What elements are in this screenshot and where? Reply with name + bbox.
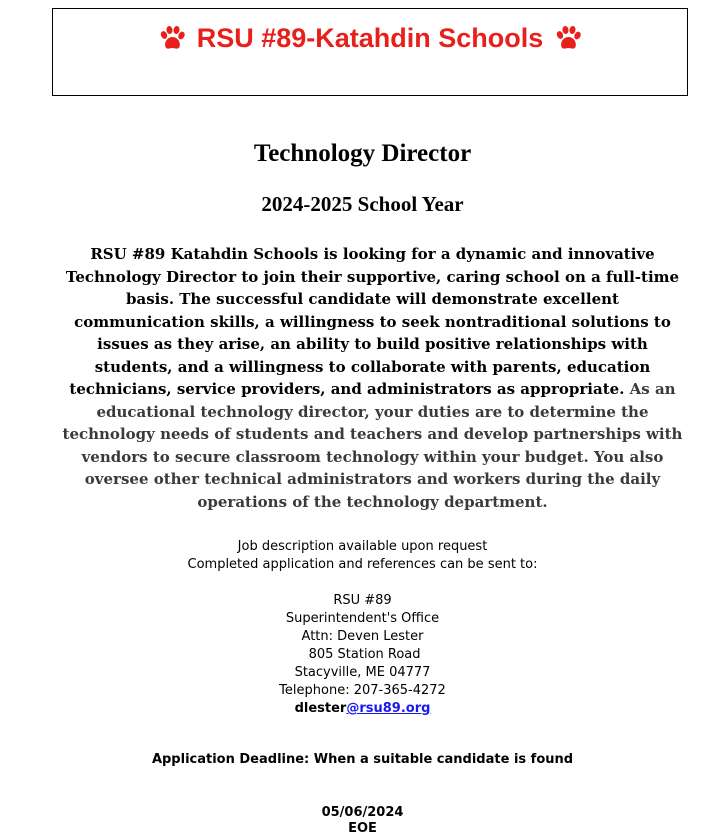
contact-phone: Telephone: 207-365-4272 xyxy=(279,683,446,698)
contact-attn: Attn: Deven Lester xyxy=(301,629,424,644)
contact-city: Stacyville, ME 04777 xyxy=(294,665,431,680)
header-row xyxy=(53,23,687,54)
contact-org: RSU #89 xyxy=(333,593,392,608)
paw-print-icon xyxy=(553,24,583,54)
email-link[interactable]: @rsu89.org xyxy=(346,701,431,716)
footer xyxy=(0,805,725,837)
posting-date: 05/06/2024 xyxy=(321,805,404,820)
send-to-note: Completed application and references can be sent to: xyxy=(187,557,538,572)
header-banner xyxy=(52,8,688,96)
org-title: RSU #89-Katahdin Schools xyxy=(196,23,544,53)
contact-email xyxy=(0,700,725,718)
description-part-1: RSU #89 Katahdin Schools is looking for a dynamic and innovative Technology Director to join their supportive, caring school on a full-time basis. The successful candidate will demonstrate excellent communication skills, a willingness to seek nontraditional solutions to issues as they arise, an ability to build positive relationships with students, and a willingness to collaborate with parents, education technicians, service providers, and administrators as appropriate. xyxy=(65,245,680,398)
job-description xyxy=(60,243,685,513)
job-title: Technology Director xyxy=(253,140,472,167)
school-year: 2024-2025 School Year xyxy=(261,192,464,216)
eoe-label: EOE xyxy=(348,821,377,836)
contact-street: 805 Station Road xyxy=(304,647,421,662)
paw-print-icon xyxy=(157,24,187,54)
contact-office: Superintendent's Office xyxy=(285,611,440,626)
request-note: Job description available upon request xyxy=(237,539,488,554)
application-deadline: Application Deadline: When a suitable candidate is found xyxy=(151,752,574,767)
email-user: dlester xyxy=(294,701,347,716)
description-part-2: As an educational technology director, your duties are to determine the technology needs of students and teachers and develop partnerships with vendors to secure classroom technology within your budget. You also oversee other technical administrators and workers during the daily operations of the technology department. xyxy=(62,380,683,511)
contact-block xyxy=(0,538,725,718)
